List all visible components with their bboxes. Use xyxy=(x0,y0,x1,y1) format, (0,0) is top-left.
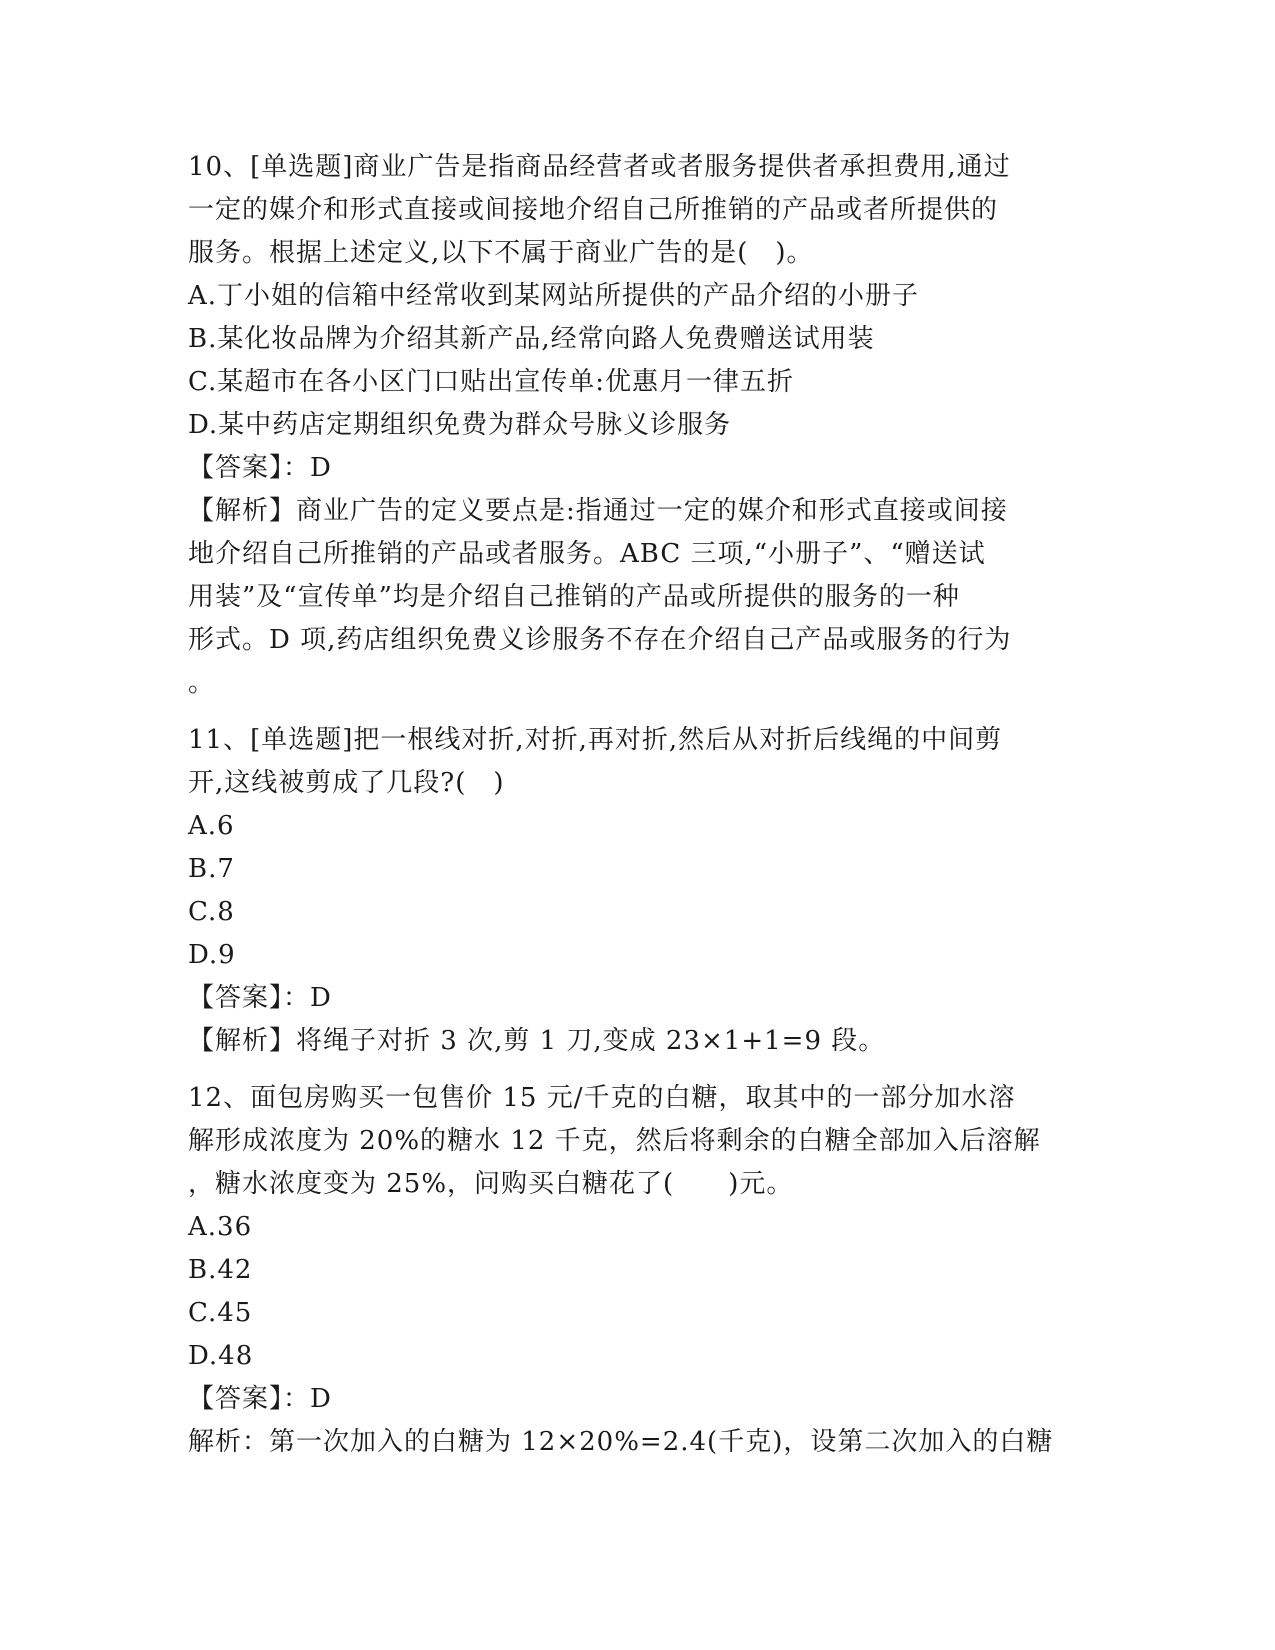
option-d: D.48 xyxy=(188,1341,254,1371)
analysis-line: 。 xyxy=(188,668,216,698)
question-12 xyxy=(188,1077,1078,1464)
option-b: B.42 xyxy=(188,1255,253,1285)
question-11 xyxy=(188,719,1078,1063)
answer-line: 【答案】：D xyxy=(188,453,332,483)
option-c: C.8 xyxy=(188,897,235,927)
question-stem-line: ，糖水浓度变为 25%，问购买白糖花了( )元。 xyxy=(188,1169,794,1199)
question-stem-line: 开,这线被剪成了几段?( ) xyxy=(188,768,505,798)
question-stem-line: 解形成浓度为 20%的糖水 12 千克，然后将剩余的白糖全部加入后溶解 xyxy=(188,1126,1041,1156)
question-stem-line: 一定的媒介和形式直接或间接地介绍自己所推销的产品或者所提供的 xyxy=(188,195,999,225)
option-a: A.6 xyxy=(188,811,235,841)
question-stem-line: 10、[单选题]商业广告是指商品经营者或者服务提供者承担费用,通过 xyxy=(188,152,1011,182)
answer-line: 【答案】：D xyxy=(188,983,332,1013)
question-stem-line: 服务。根据上述定义,以下不属于商业广告的是( )。 xyxy=(188,238,814,268)
option-d: D.某中药店定期组织免费为群众号脉义诊服务 xyxy=(188,410,732,440)
analysis-line: 形式。D 项,药店组织免费义诊服务不存在介绍自己产品或服务的行为 xyxy=(188,625,1012,655)
question-stem-line: 11、[单选题]把一根线对折,对折,再对折,然后从对折后线绳的中间剪 xyxy=(188,725,1003,755)
question-stem-line: 12、面包房购买一包售价 15 元/千克的白糖，取其中的一部分加水溶 xyxy=(188,1083,1016,1113)
analysis-line: 地介绍自己所推销的产品或者服务。ABC 三项,“小册子”、“赠送试 xyxy=(188,539,986,569)
option-c: C.某超市在各小区门口贴出宣传单:优惠月一律五折 xyxy=(188,367,794,397)
option-c: C.45 xyxy=(188,1298,253,1328)
question-10 xyxy=(188,146,1078,705)
question-spacer xyxy=(188,705,1078,719)
analysis-line: 【解析】商业广告的定义要点是:指通过一定的媒介和形式直接或间接 xyxy=(188,496,1008,526)
question-spacer xyxy=(188,1063,1078,1077)
analysis-line: 【解析】将绳子对折 3 次,剪 1 刀,变成 23×1+1=9 段。 xyxy=(188,1026,886,1056)
analysis-line: 用装”及“宣传单”均是介绍自己推销的产品或所提供的服务的一种 xyxy=(188,582,960,612)
analysis-line: 解析：第一次加入的白糖为 12×20%=2.4(千克)，设第二次加入的白糖 xyxy=(188,1427,1054,1457)
option-a: A.36 xyxy=(188,1212,253,1242)
document-page xyxy=(188,146,1078,1464)
answer-line: 【答案】：D xyxy=(188,1384,332,1414)
option-b: B.7 xyxy=(188,854,235,884)
option-b: B.某化妆品牌为介绍其新产品,经常向路人免费赠送试用装 xyxy=(188,324,875,354)
option-d: D.9 xyxy=(188,940,236,970)
option-a: A.丁小姐的信箱中经常收到某网站所提供的产品介绍的小册子 xyxy=(188,281,920,311)
